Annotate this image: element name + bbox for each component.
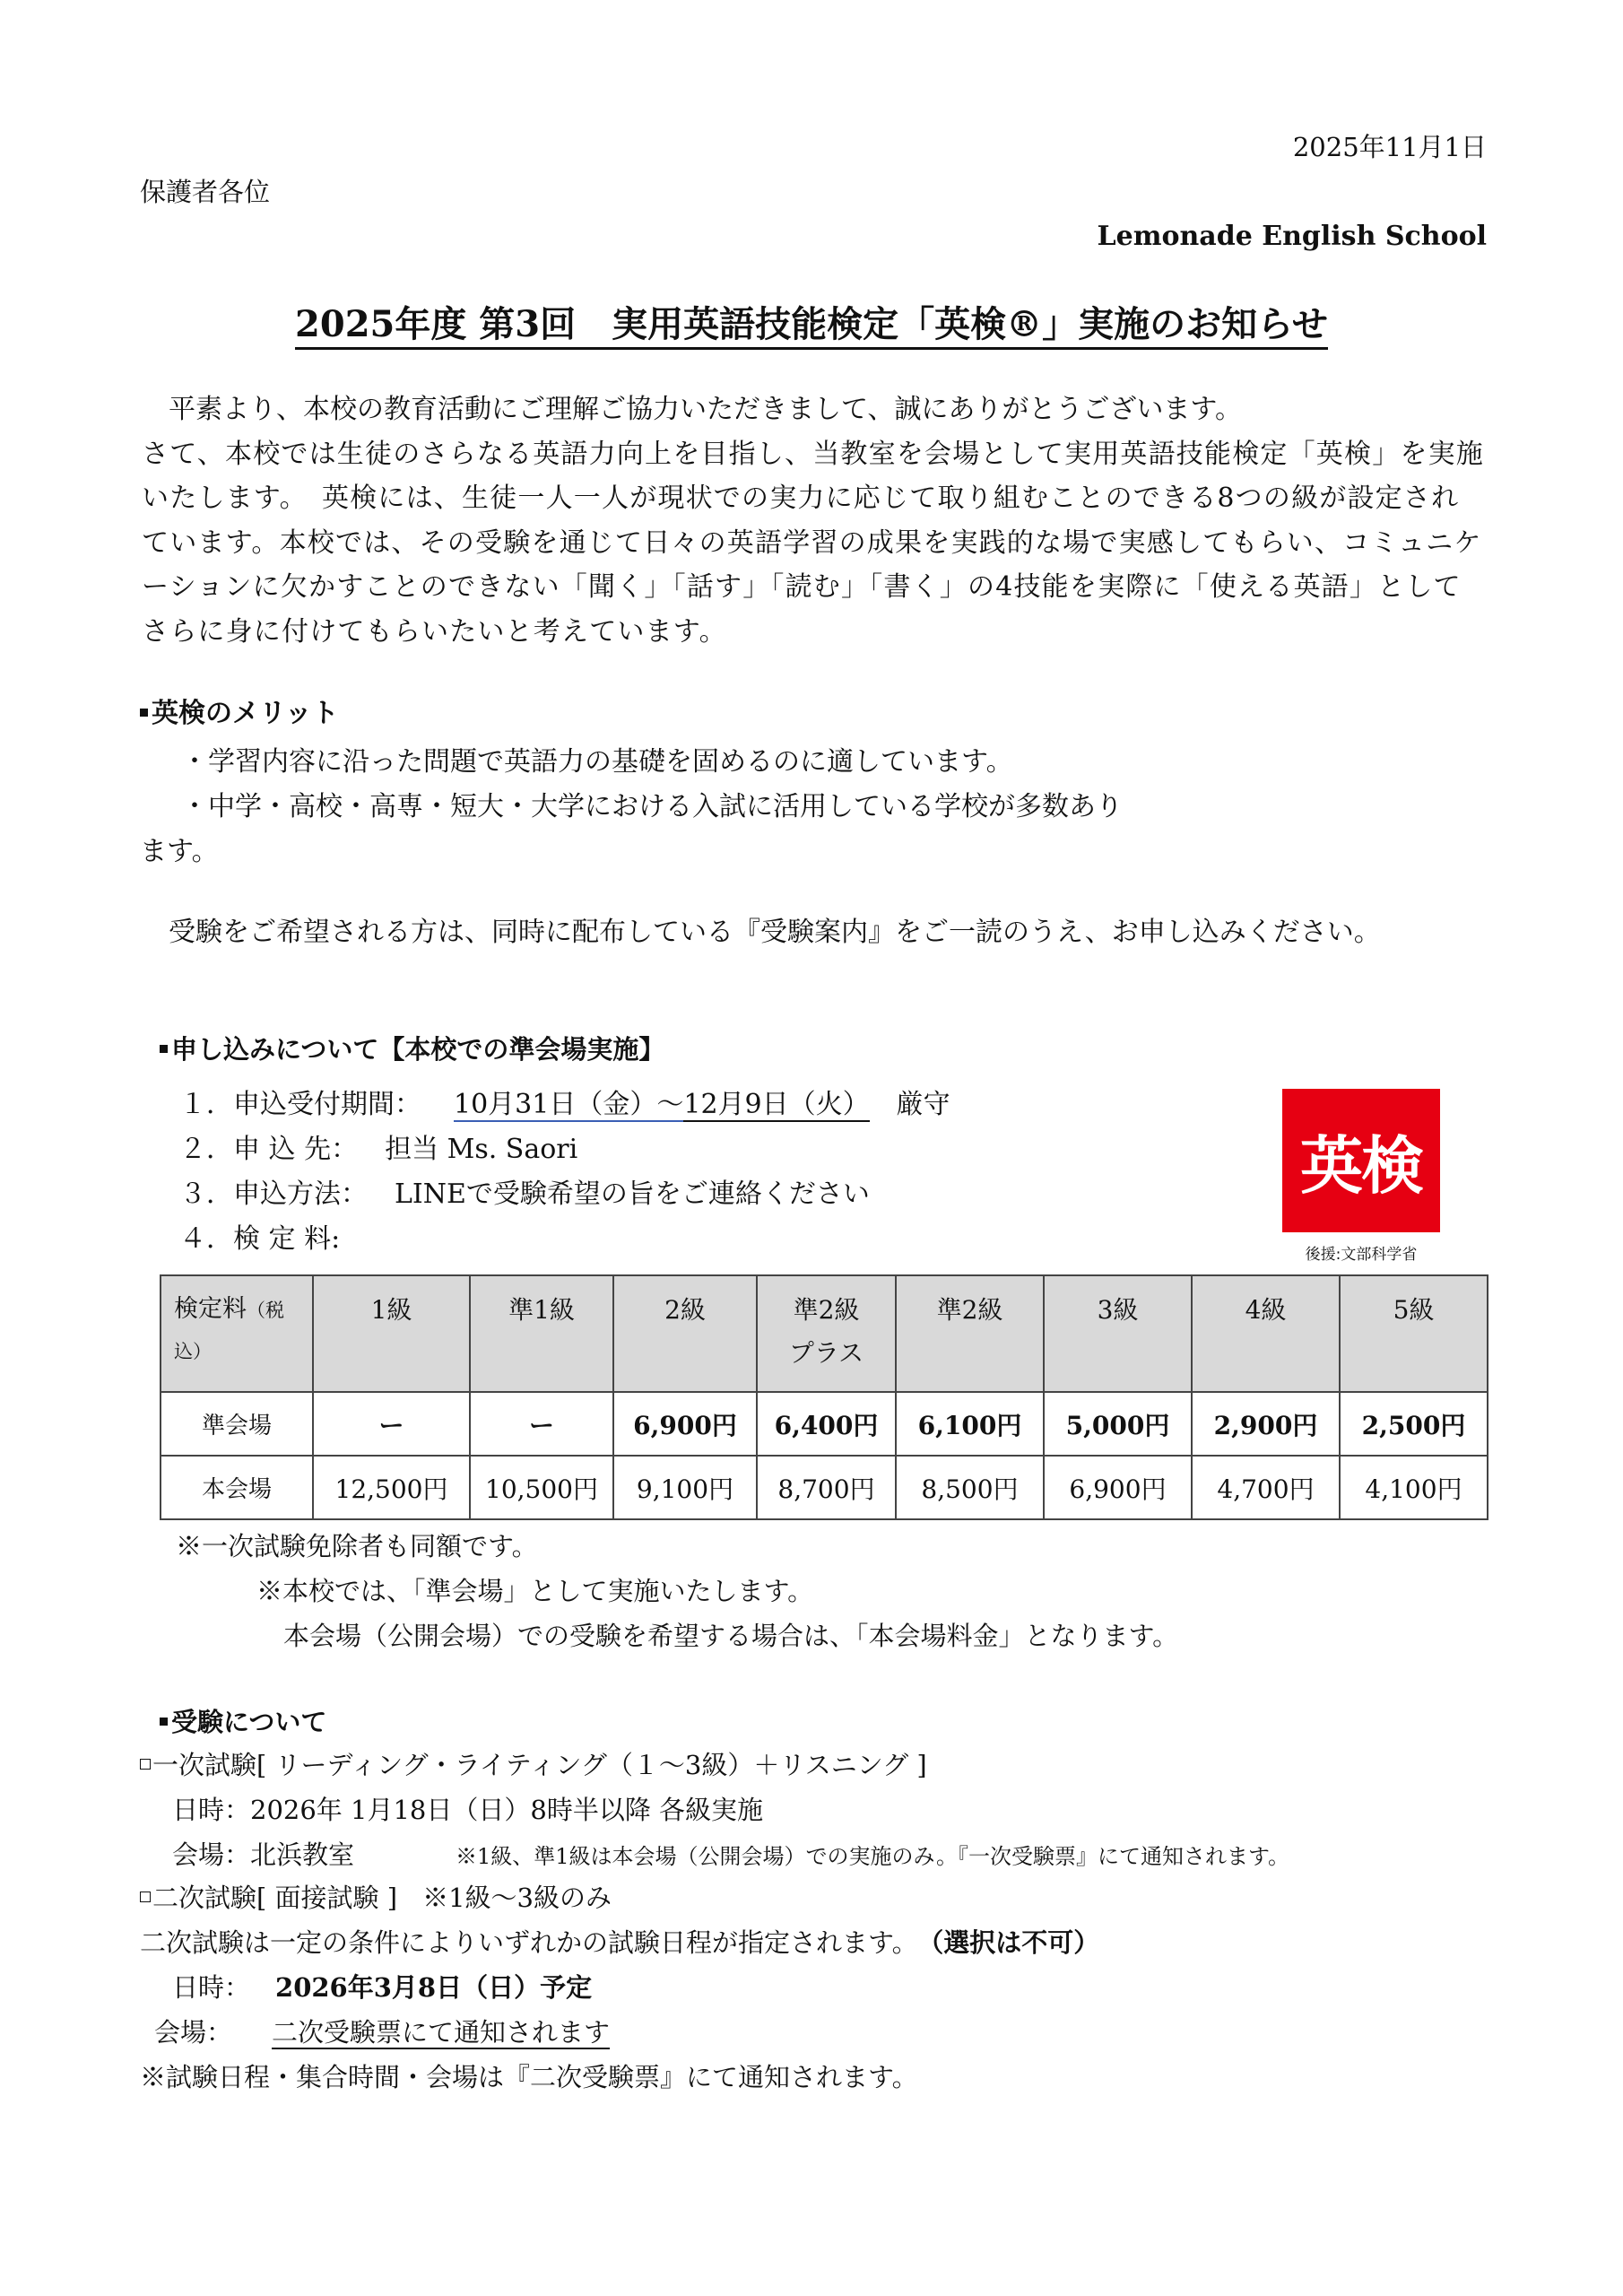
first-exam-venue-note: ※1級、準1級は本会場（公開会場）での実施のみ。『一次受験票』にて通知されます。 — [456, 1844, 1290, 1869]
hollow-square-bullet-icon — [140, 1759, 151, 1770]
fee-table — [160, 1274, 1488, 1520]
fee-note-1: ※一次試験免除者も同額です。 — [176, 1531, 538, 1561]
intro-line-2: さて、本校では生徒のさらなる英語力向上を目指し、当教室を会場として実用英語技能検定「英検」を実施いたします。 英検には、生徒一人一人が現状での実力に応じて取り組むことのできる8つの級が設定されています。本校では、その受験を通じて日々の英語学習の成果を実践的な場で実感してもらい、コミュニケーションに欠かすことのできない「聞く」「話す」「読む」「書く」の4技能を実際に「使える英語」としてさらに身に付けてもらいたいと考えています。 — [142, 438, 1484, 648]
application-item-4: ４．検 定 料: — [179, 1223, 341, 1255]
fee-cell: 9,100円 — [613, 1456, 757, 1519]
second-exam-title: 二次試験[ 面接試験 ] ※1級～3級のみ — [140, 1882, 612, 1914]
square-bullet-icon — [160, 1045, 168, 1053]
fee-cell: 5,000円 — [1044, 1392, 1192, 1456]
fee-note-2: ※本校では、「準会場」として実施いたします。 — [256, 1576, 814, 1606]
fee-cell: ー — [470, 1392, 613, 1456]
fee-table-header-label: 検定料（税込） — [161, 1275, 313, 1392]
fee-cell: 4,100円 — [1340, 1456, 1488, 1519]
school-name: Lemonade English School — [1097, 221, 1487, 252]
document-date: 2025年11月1日 — [1292, 132, 1487, 162]
application-item-3: ３．申込方法： LINEで受験希望の旨をご連絡ください — [179, 1178, 870, 1210]
grade-header: 4級 — [1192, 1275, 1340, 1392]
fee-cell: 6,900円 — [1044, 1456, 1192, 1519]
grade-header: 準2級 — [896, 1275, 1044, 1392]
fee-cell: ー — [313, 1392, 470, 1456]
fee-cell: 6,900円 — [613, 1392, 757, 1456]
fee-cell: 6,100円 — [896, 1392, 1044, 1456]
eiken-logo: 英検 — [1282, 1089, 1440, 1232]
fee-note-3: 本会場（公開会場）での受験を希望する場合は、「本会場料金」となります。 — [283, 1621, 1179, 1651]
application-item-1: １．申込受付期間： 10月31日（金）～12月9日（火） 厳守 — [179, 1089, 950, 1120]
guide-note: 受験をご希望される方は、同時に配布している『受験案内』をご一読のうえ、お申し込みください。 — [169, 917, 1381, 948]
fee-cell: 10,500円 — [470, 1456, 613, 1519]
first-exam-date: 日時：2026年 1月18日（日）8時半以降 各級実施 — [172, 1795, 764, 1825]
exam-heading: 受験について — [160, 1706, 326, 1738]
fee-cell: 2,900円 — [1192, 1392, 1340, 1456]
first-exam-title: 一次試験[ リーディング・ライティング（１～3級）＋リスニング ] — [140, 1749, 927, 1781]
application-item-2: ２．申 込 先： 担当 Ms. Saori — [179, 1134, 578, 1165]
second-exam-venue: 会場： 二次受験票にて通知されます — [154, 2017, 611, 2048]
application-heading: 申し込みについて【本校での準会場実施】 — [160, 1033, 664, 1065]
grade-header: 1級 — [313, 1275, 470, 1392]
logo-caption: 後援:文部科学省 — [1305, 1246, 1418, 1264]
recipient: 保護者各位 — [140, 177, 271, 207]
grade-header: 5級 — [1340, 1275, 1488, 1392]
merit-item-1: ・学習内容に沿った問題で英語力の基礎を固めるのに適しています。 — [181, 746, 1013, 778]
fee-cell: 8,700円 — [757, 1456, 896, 1519]
application-period-end: 12月9日（火） — [683, 1089, 870, 1120]
square-bullet-icon — [160, 1718, 168, 1726]
grade-header: 2級 — [613, 1275, 757, 1392]
fee-cell: 2,500円 — [1340, 1392, 1488, 1456]
square-bullet-icon — [140, 709, 148, 717]
intro-paragraph — [142, 387, 1487, 654]
second-exam-date: 日時： 2026年3月8日（日）予定 — [172, 1972, 593, 2003]
row-label: 準会場 — [161, 1392, 313, 1456]
table-row — [161, 1392, 1488, 1456]
fee-table-header-row — [161, 1275, 1488, 1392]
contact-person: 担当 Ms. Saori — [385, 1134, 578, 1165]
row-label: 本会場 — [161, 1456, 313, 1519]
grade-header: 準1級 — [470, 1275, 613, 1392]
fee-cell: 4,700円 — [1192, 1456, 1340, 1519]
second-exam-condition: 二次試験は一定の条件によりいずれかの試験日程が指定されます。 （選択は不可） — [140, 1927, 1100, 1958]
fee-cell: 6,400円 — [757, 1392, 896, 1456]
merit-item-2-continuation: ます。 — [140, 836, 219, 867]
grade-header: 3級 — [1044, 1275, 1192, 1392]
merits-heading: 英検のメリット — [140, 698, 339, 730]
intro-line-1: 平素より、本校の教育活動にご理解ご協力いただきまして、誠にありがとうございます。 — [142, 394, 1242, 425]
fee-cell: 12,500円 — [313, 1456, 470, 1519]
fee-cell: 8,500円 — [896, 1456, 1044, 1519]
hollow-square-bullet-icon — [140, 1892, 151, 1902]
final-note: ※試験日程・集合時間・会場は『二次受験票』にて通知されます。 — [140, 2062, 918, 2092]
table-row — [161, 1456, 1488, 1519]
first-exam-venue: 会場：北浜教室 — [172, 1839, 355, 1870]
grade-header: 準2級 プラス — [757, 1275, 896, 1392]
application-method: LINEで受験希望の旨をご連絡ください — [395, 1178, 870, 1210]
application-period-start: 10月31日（金）～ — [454, 1089, 684, 1120]
merit-item-2: ・中学・高校・高専・短大・大学における入試に活用している学校が多数あり — [181, 791, 1123, 822]
page-title: 2025年度 第3回 実用英語技能検定「英検®」実施のお知らせ — [0, 296, 1623, 347]
